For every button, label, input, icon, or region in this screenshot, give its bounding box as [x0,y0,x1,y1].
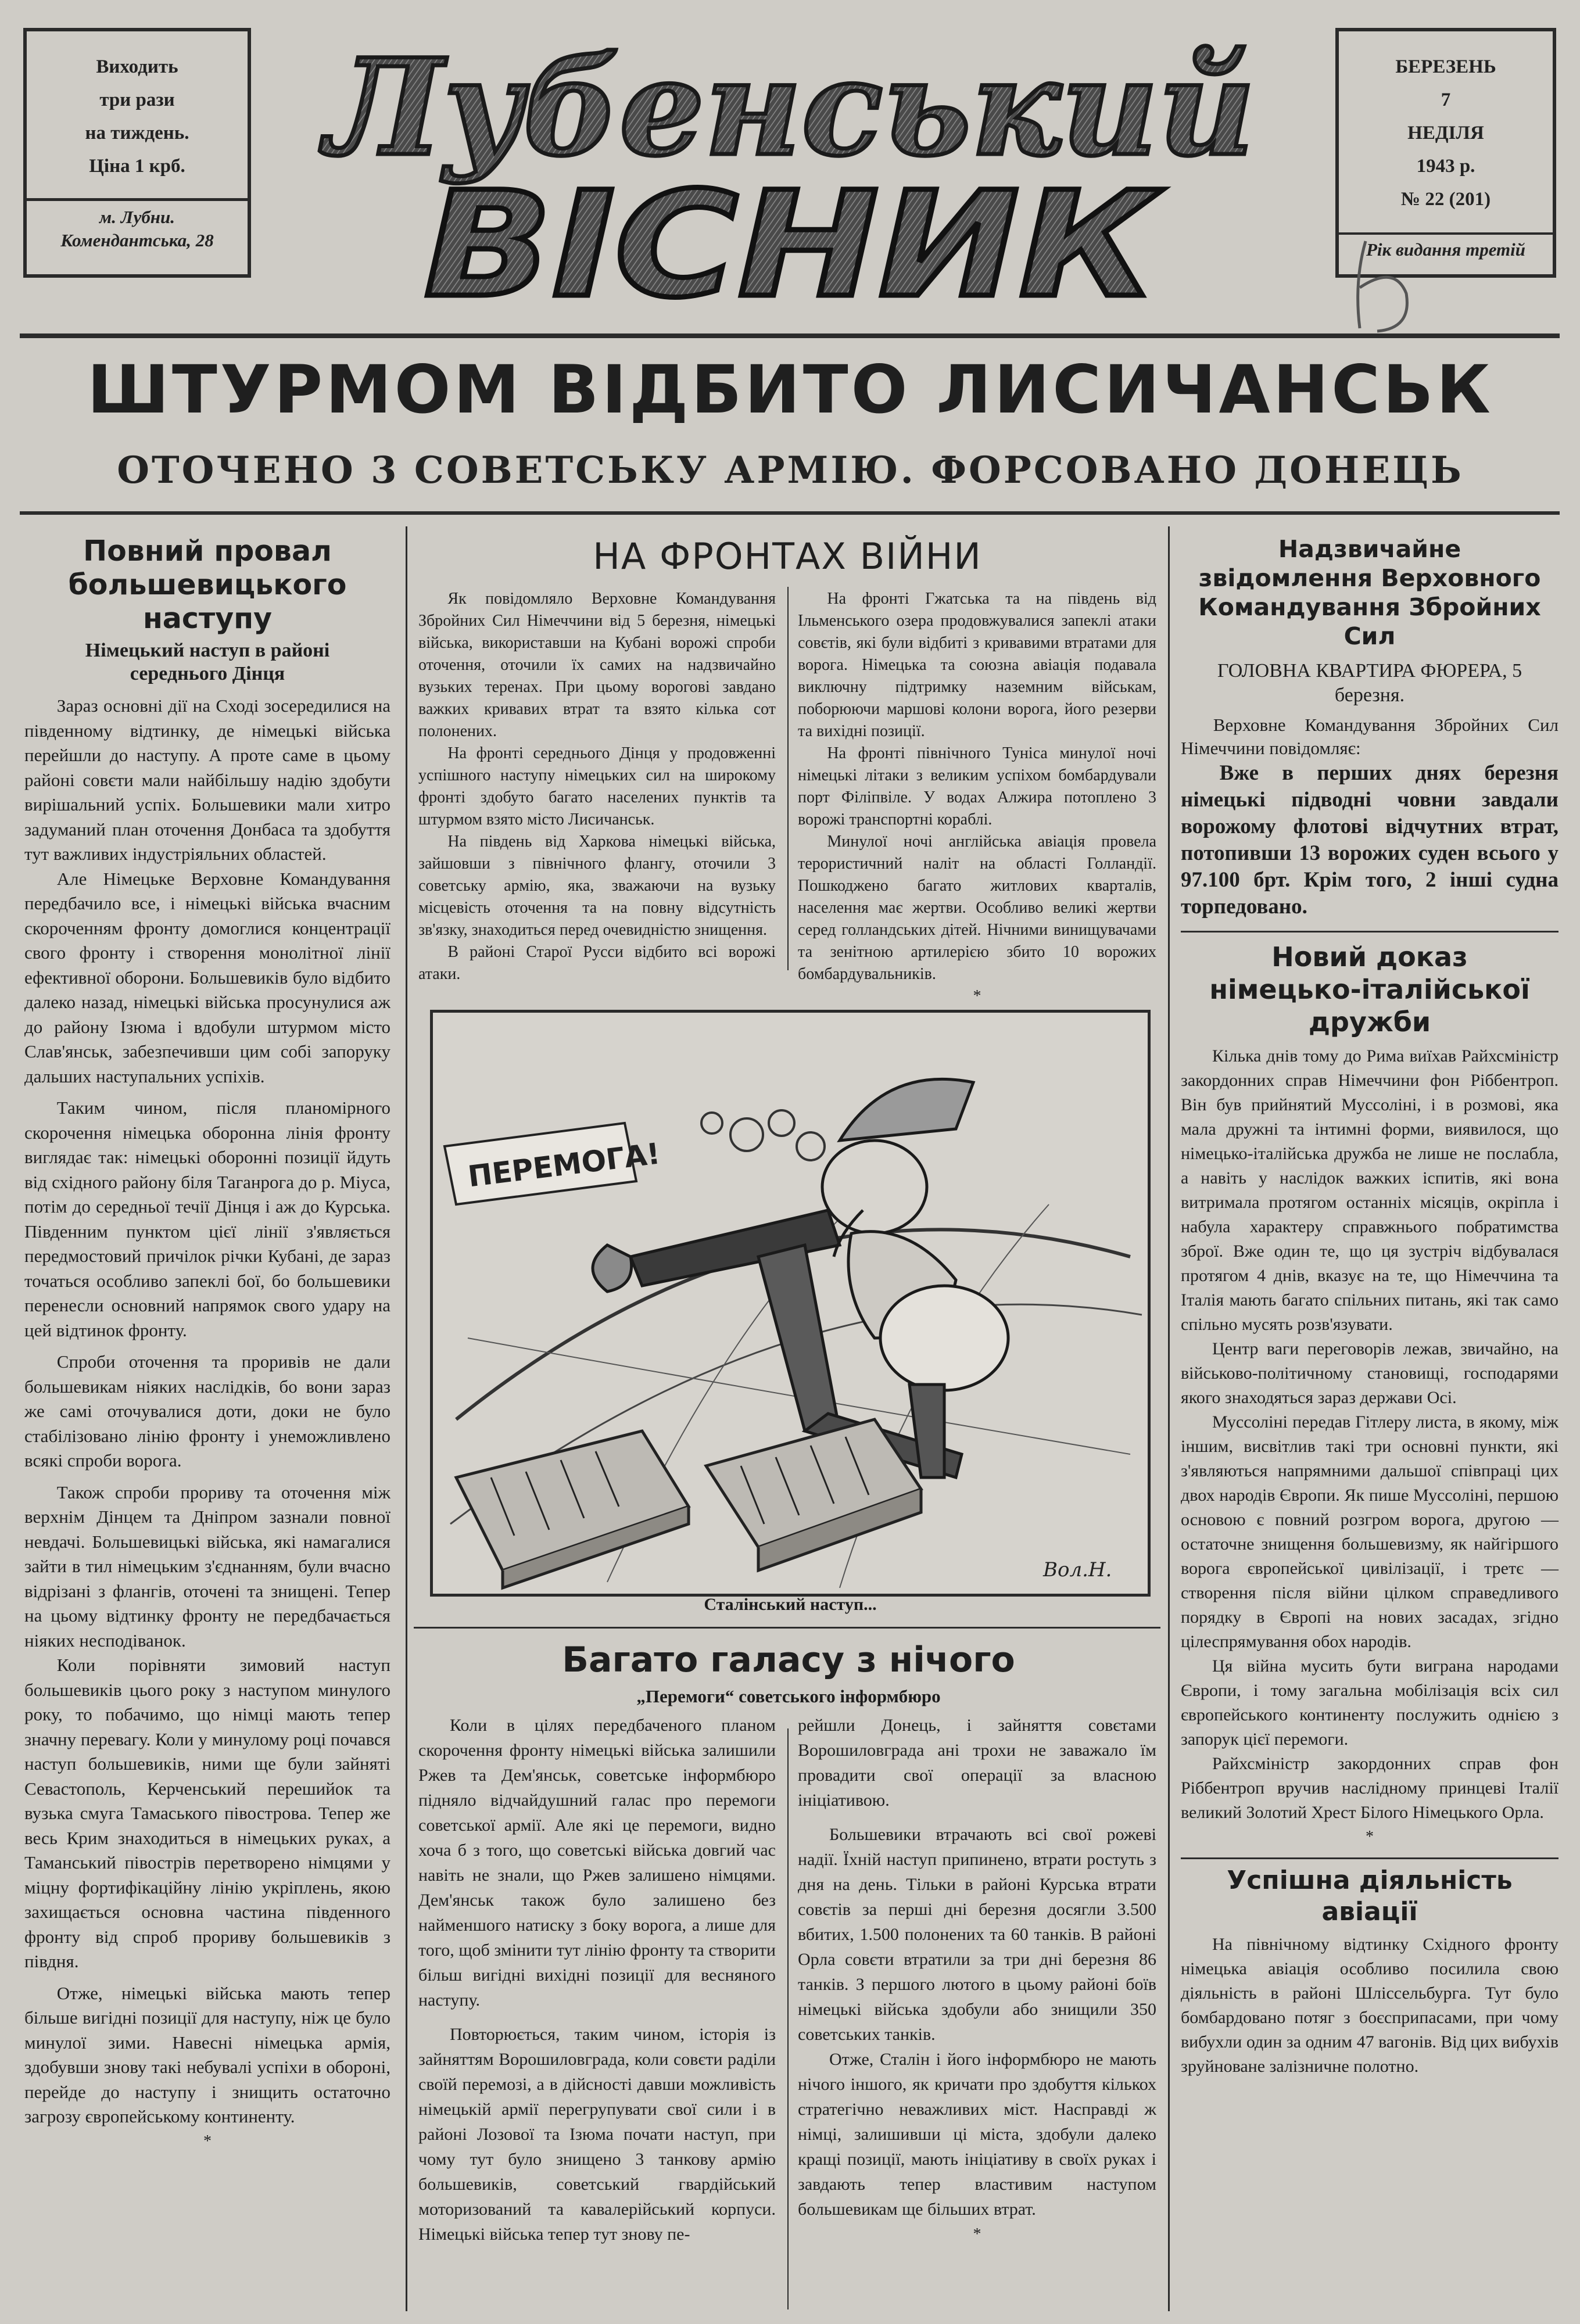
masthead-rule [20,333,1560,338]
section-rule [414,1627,1160,1629]
middle-article-subtitle: „Перемоги“ советського інформбюро [636,1686,941,1706]
paragraph: Райхсміністр закордонних справ фон Ріббентроп вручив наслідному принцеві Італії великий Золотий Хрест Білого Німецького Орла. [1181,1754,1558,1822]
flag-text: ПЕРЕМОГА! [466,1136,662,1194]
paragraph: Як повідомляло Верховне Командування Збройних Сил Німеччини від 5 березня, німецькі війська, використавши на Кубані ворожі спроби оточення, оточили їх самих на надзвичайно вузьких теренах. При цьому ворогові завдано важких кривавих втрат та взято кілька сот полонених. [418,590,776,740]
paragraph: Кілька днів тому до Рима виїхав Райхсміністр закордонних справ Німеччини фон Ріббентроп. Він був прийнятий Муссоліні, і в розмові, яка мала дружні та інтимні форми, виявилося, що німецько-італійська дружба не лише не послабла, а навіть у наслідок важких іспитів, які вона витримала протягом останніх місяців, окріпла і набула характеру справжнього побратимства зброї. Вже один те, що ця зустріч відбувалася протягом 4 днів, вказує на те, що Німеччина та Італія мають багато спільних питань, які так само спільно мусять розв'язувати. [1181,1046,1558,1334]
paragraph: Минулої ночі англійська авіація провела терористичний наліт на області Голландії. Пошкоджено багато житлових кварталів, населення має жертви. Особливо великі жертви серед голландських дітей. Нічними винищувачами та зенітною артилерією збито 10 ворожих бомбардувальників. [798,833,1156,983]
paragraph: На фронті середнього Дінця у продовженні успішного наступу німецьких сил на широкому фронті здобуто багато населених пунктів та штурмом взято місто Лисичанськ. [418,744,776,829]
paragraph: Вже в перших днях березня німецькі підводні човни завдали ворожому флотові відчутних втрат, потопивши 13 ворожих суден всього у 97.100 брт. Крім того, 2 інші судна торпедовано. [1181,761,1558,919]
month-label: БЕРЕЗЕНЬ [1395,56,1496,77]
friendship-body [1181,1044,1558,1849]
smoke-puffs [701,1110,825,1160]
address-city: м. Лубни. [99,207,175,227]
paragraph: Також спроби прориву та оточення між верхнім Дінцем та Дніпром зазнали повної невдачі. Большевицькі війська, які намагалися зайти в тил німецьким з'єднанням, були вчасно відрізані з флангів, оточені та знищені. Тепер на цьому відтинку фронту не передбачається ніяких несподіванок. [24,1482,390,1651]
soldier-figure [822,1079,1008,1477]
section-rule [1181,931,1558,933]
paragraph: Ця війна мусить бути виграна народами Європи, і тому загальна мобілізація всіх сил європейського континенту послужить однією з запорук цієї перемоги. [1181,1656,1558,1749]
middle-article-col2 [798,1713,1156,2317]
paragraph: рейшли Донець, і зайняття совєтами Ворошиловграда ані трохи не заважало їм провадити свої операції за власною ініціативою. [798,1716,1156,1810]
right-column [1181,535,1558,2312]
column-divider [1168,526,1170,2311]
aviation-body [1181,1932,1558,2079]
left-ear-box [23,28,251,278]
end-mark: * [973,2225,981,2243]
cage-right [706,1419,921,1570]
paragraph: Повторюється, таким чином, історія із зайняттям Ворошиловграда, коли совєти раділи своїй перемозі, а в дійсності давши можливість німецькій армії перегрупувати свої сили і в районі Лозової та Ізюма почати наступ, при чому тут було знищено 3 танкову армію большевиків, советський гвардійський моторизований та кавалерійський корпуси. Німецькі війська тепер тут знову пе- [418,2025,776,2244]
aviation-title: Успішна діяльність авіації [1227,1866,1513,1927]
address-street: Комендантська, 28 [60,230,214,251]
cartoon-caption: Сталінський наступ... [704,1595,877,1614]
paragraph: Центр ваги переговорів лежав, звичайно, на військово-політичному становищі, господарями якого знаходяться зараз держави Осі. [1181,1339,1558,1407]
friendship-title: Новий доказ німецько-італійської дружби [1209,941,1530,1038]
end-mark: * [1366,1828,1374,1846]
ear-line: Ціна 1 крб. [89,155,185,177]
column-divider [787,587,789,970]
paragraph: Отже, німецькі війська мають тепер більше вигідні позиції для наступу, ніж це було минулої зими. Навесні німецька армія, здобувши знову такі небувалі успіхи в обороні, перейде до наступу і знищить остаточно загрозу європейському континенту. [24,1982,390,2126]
left-column-article [24,535,390,2312]
section-rule [1181,1857,1558,1859]
ear-line: Виходить [96,56,178,77]
paragraph: Таким чином, після планомірного скорочення німецька оборонна лінія фронту виглядає так: німецькі оборонні позиції йдуть від східного району біля Таганрога до р. Міуса, потім до середньої течії Дінця і аж до Курська. Південним пунктом цієї лінії з'являється передмостовий причілок річки Кубані, де зараз точаться особливо запеклі бої, бо большевики перенесли основний напрямок свого удару на цей відтинок фронту. [24,1098,390,1340]
end-mark: * [973,987,981,1005]
left-article-title: Повний провал большевицького наступу [68,535,347,635]
paragraph: Большевики втрачають всі свої рожеві надії. Їхній наступ припинено, втрати ростуть з дня на день. Тільки в районі Курська втрати совєтів за перші дні березня досягли 3.500 вбитих, 1.500 полонених та 60 танків. В районі Орла совєти втратили за три дні березня 86 танків. З першого лютого в цьому районі боїв німецькі війська здобули або знищили 350 советських танків. [798,1825,1156,2044]
middle-article-col1 [418,1713,776,2317]
paragraph: Отже, Сталін і його інформбюро не мають нічого іншого, як кричати про здобуття кількох стратегічно неважливих міст. Насправді ж німці, залишивши ці міста, здобули далеко кращі позиції, мають ініціативу в своїх руках і завдають тепер властивим наступом большевикам ще більших втрат. [798,2050,1156,2219]
special-report-body [1181,713,1558,920]
pencil-mark [1342,229,1424,340]
middle-article-title: Багато галасу з нічого [562,1640,1015,1680]
paragraph: Муссоліні передав Гітлеру листа, в якому, між іншим, висвітлив такі три основні пункти, які з'являються напрямними дальшої співпраці цих двох народів Європи. Як пише Муссоліні, першою основою є повний розгром ворога, другою — остаточне знищення большевизму, як найгіршого ворога європейської цивілізації, і третє — створення після війни цілком справедливого порядку в Європі на нових засадах, згідно цілеспрямування обох народів. [1181,1412,1558,1651]
paragraph: Коли порівняти зимовий наступ большевиків цього року з наступом минулого року, то побачимо, що німці мають тепер значну перевагу. Коли у минулому році почався наступ большевиків, ними ще були зайняті Севастополь, Керченський перешийок та вузька смуга Тамаського півострова. Тепер же весь Крим знаходиться в німецьких руках, а Таманський півострів перетворено німцями у міцну фортифікаційну лінію укріплень, якою захищається основна частина південного фронту від спроб прориву большевиків з півдня. [24,1655,390,1971]
special-report-dateline: ГОЛОВНА КВАРТИРА ФЮРЕРА, 5 березня. [1217,660,1522,706]
war-fronts-col1 [418,588,776,983]
special-report-title: Надзвичайне звідомлення Верховного Командування Збройних Сил [1198,535,1541,650]
paragraph: Спроби оточення та проривів не дали большевикам ніяких наслідків, бо вони зараз же самі оточувалися доти, доки не було стабілізовано лінію фронту і унеможливлено всякі спроби ворога. [24,1351,390,1471]
year-of-issue: Рік видання третій [1339,232,1553,274]
title-line2: ВІСНИК [424,160,1164,329]
issue-number: № 22 (201) [1400,188,1491,210]
war-fronts-title: НА ФРОНТАХ ВІЙНИ [593,535,982,578]
cartoon-frame [430,1010,1151,1597]
masthead-title [273,17,1307,329]
ear-line: на тиждень. [85,122,189,144]
end-mark: * [203,2132,212,2150]
column-divider [406,526,407,2311]
banner-rule [20,511,1560,515]
paragraph: На північному відтинку Східного фронту німецька авіація особливо посилила свою діяльність в районі Шліссельбурга. Тут було бомбардовано потяг з боєсприпасами, при чому вибухли один за одним 47 вагонів. Від цих вибухів зруйноване залізничне полотно. [1181,1935,1558,2076]
weekday-label: НЕДІЛЯ [1407,122,1484,144]
paragraph: На фронті північного Туніса минулої ночі німецькі літаки з великим успіхом бомбардували порт Філіпвіле. У водах Алжира потоплено 3 ворожі транспортні кораблі. [798,744,1156,829]
column-divider [787,1728,789,2309]
ear-line: три рази [99,89,175,110]
cage-left [456,1431,689,1588]
war-fronts-col2 [798,588,1156,1005]
paragraph: Коли в цілях передбаченого планом скорочення фронту німецькі війська залишили Ржев та Дем'янськ, советське інформбюро підняло відчайдушний галас про перемоги советської армії. Але які це перемоги, видно хоча б з того, що советські війська довгий час навіть не знали, що Ржев залишено німцями. Дем'янськ також було залишено без найменшого натиску з боку ворога, а лише для того, щоб змінити тут лінію фронту та створити більш вигідні вихідні позиції для весняного наступу. [418,1716,776,2010]
left-article-subtitle: Німецький наступ в районі середнього Дінця [85,640,330,684]
paragraph: Верховне Командування Збройних Сил Німеччини повідомляє: [1181,715,1558,758]
paragraph: На фронті Гжатська та на південь від Ільменського озера продовжувалися запеклі атаки совєтів, які були відбиті з кривавими втратами для ворога. Німецька та союзна авіація подавала виключну підтримку наземним військам, поборюючи маршові колони ворога, його резерви та вихідні позиції. [798,590,1156,740]
year-label: 1943 р. [1416,155,1475,177]
banner-headline: ШТУРМОМ ВІДБИТО ЛИСИЧАНСЬК [87,351,1493,428]
cartoon-signature: Вол.Н. [1043,1558,1112,1581]
paragraph: На південь від Харкова німецькі війська, зайшовши з північного флангу, оточили 3 советську армію, яка, зважаючи на вузьку місцевість оточення та на повну відсутність зв'язку, знаходиться перед очевидністю знищення. [418,833,776,939]
paragraph: В районі Старої Русси відбито всі ворожі атаки. [418,943,776,983]
title-line1: Лубенський [319,30,1255,185]
banner-subheadline: ОТОЧЕНО 3 СОВЕТСЬКУ АРМІЮ. ФОРСОВАНО ДОНЕЦЬ [117,449,1464,492]
paragraph: Зараз основні дії на Сході зосередилися на південному відтинку, де німецькі війська перейшли до наступу. А проте саме в цьому районі совєти мали найбільшу надію здобути вирішальний успіх. Большевики мали хитро задуманий план оточення Донбаса та здобуття тут важливих індустріяльних областей. [24,695,390,864]
cartoon-illustration [433,1013,1148,1594]
day-number: 7 [1441,89,1451,110]
paragraph: Але Німецьке Верховне Командування передбачило все, і німецькі війська вчасним скороченням фронту домоглися концентрації свого фронту і створення монолітної лінії ефективної оборони. Большевиків було відбито далеко назад, німецькі війська просунулися аж до району Ізюма і вдобули штурмом місто Слав'янськ, забезпечивши цим собі запоруку дальших наступальних успіхів. [24,868,390,1086]
